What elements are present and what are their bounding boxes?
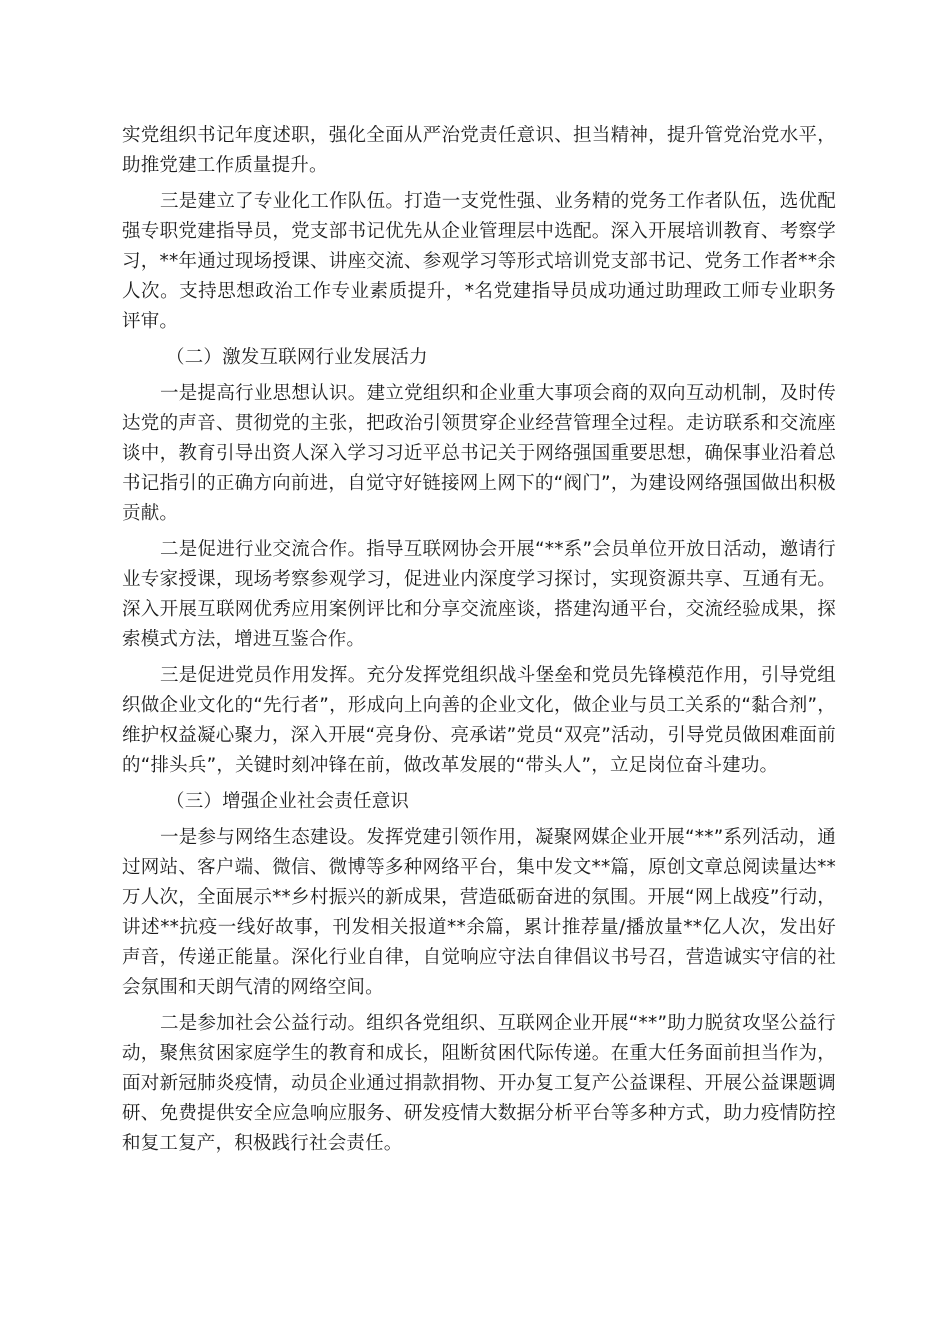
paragraph-member-role: 三是促进党员作用发挥。充分发挥党组织战斗堡垒和党员先锋模范作用，引导党组织做企业文化的“先行者”，形成向上向善的企业文化，做企业与员工关系的“黏合剂”，维护权益凝心聚力，深入开展“亮身份、亮承诺”党员“双亮”活动，引导党员做困难面前的“排头兵”，关键时刻冲锋在前，做改革发展的“带头人”，立足岗位奋斗建功。 bbox=[122, 665, 836, 776]
paragraph-continued: 实党组织书记年度述职，强化全面从严治党责任意识、担当精神，提升管党治党水平，助推党建工作质量提升。 bbox=[122, 125, 836, 176]
section-heading-3: （三）增强企业社会责任意识 bbox=[166, 791, 410, 812]
paragraph-industry-awareness: 一是提高行业思想认识。建立党组织和企业重大事项会商的双向互动机制，及时传达党的声音、贯彻党的主张，把政治引领贯穿企业经营管理全过程。走访联系和交流座谈中，教育引导出资人深入学习习近平总书记关于网络强国重要思想，确保事业沿着总书记指引的正确方向前进，自觉守好链接网上网下的“阀门”，为建设网络强国做出积极贡献。 bbox=[122, 383, 836, 524]
document-body bbox=[122, 121, 836, 1165]
section-heading-2: （二）激发互联网行业发展活力 bbox=[166, 347, 428, 368]
paragraph-public-welfare: 二是参加社会公益行动。组织各党组织、互联网企业开展“**”助力脱贫攻坚公益行动，聚焦贫困家庭学生的教育和成长，阻断贫困代际传递。在重大任务面前担当作为，面对新冠肺炎疫情，动员企业通过捐款捐物、开办复工复产公益课程、开展公益课题调研、免费提供安全应急响应服务、研发疫情大数据分析平台等多种方式，助力疫情防控和复工复产，积极践行社会责任。 bbox=[122, 1013, 836, 1154]
paragraph-network-ecology: 一是参与网络生态建设。发挥党建引领作用，凝聚网媒企业开展“**”系列活动，通过网站、客户端、微信、微博等多种网络平台，集中发文**篇，原创文章总阅读量达**万人次，全面展示**乡村振兴的新成果，营造砥砺奋进的氛围。开展“网上战疫”行动，讲述**抗疫一线好故事，刊发相关报道**余篇，累计推荐量/播放量**亿人次，发出好声音，传递正能量。深化行业自律，自觉响应守法自律倡议书号召，营造诚实守信的社会氛围和天朗气清的网络空间。 bbox=[122, 827, 836, 998]
paragraph-industry-exchange: 二是促进行业交流合作。指导互联网协会开展“**系”会员单位开放日活动，邀请行业专家授课，现场考察参观学习，促进业内深度学习探讨，实现资源共享、互通有无。深入开展互联网优秀应用案例评比和分享交流座谈，搭建沟通平台，交流经验成果，探索模式方法，增进互鉴合作。 bbox=[122, 539, 836, 650]
paragraph-team-building: 三是建立了专业化工作队伍。打造一支党性强、业务精的党务工作者队伍，选优配强专职党建指导员，党支部书记优先从企业管理层中选配。深入开展培训教育、考察学习，**年通过现场授课、讲座交流、参观学习等形式培训党支部书记、党务工作者**余人次。支持思想政治工作专业素质提升，*名党建指导员成功通过助理政工师专业职务评审。 bbox=[122, 191, 836, 332]
